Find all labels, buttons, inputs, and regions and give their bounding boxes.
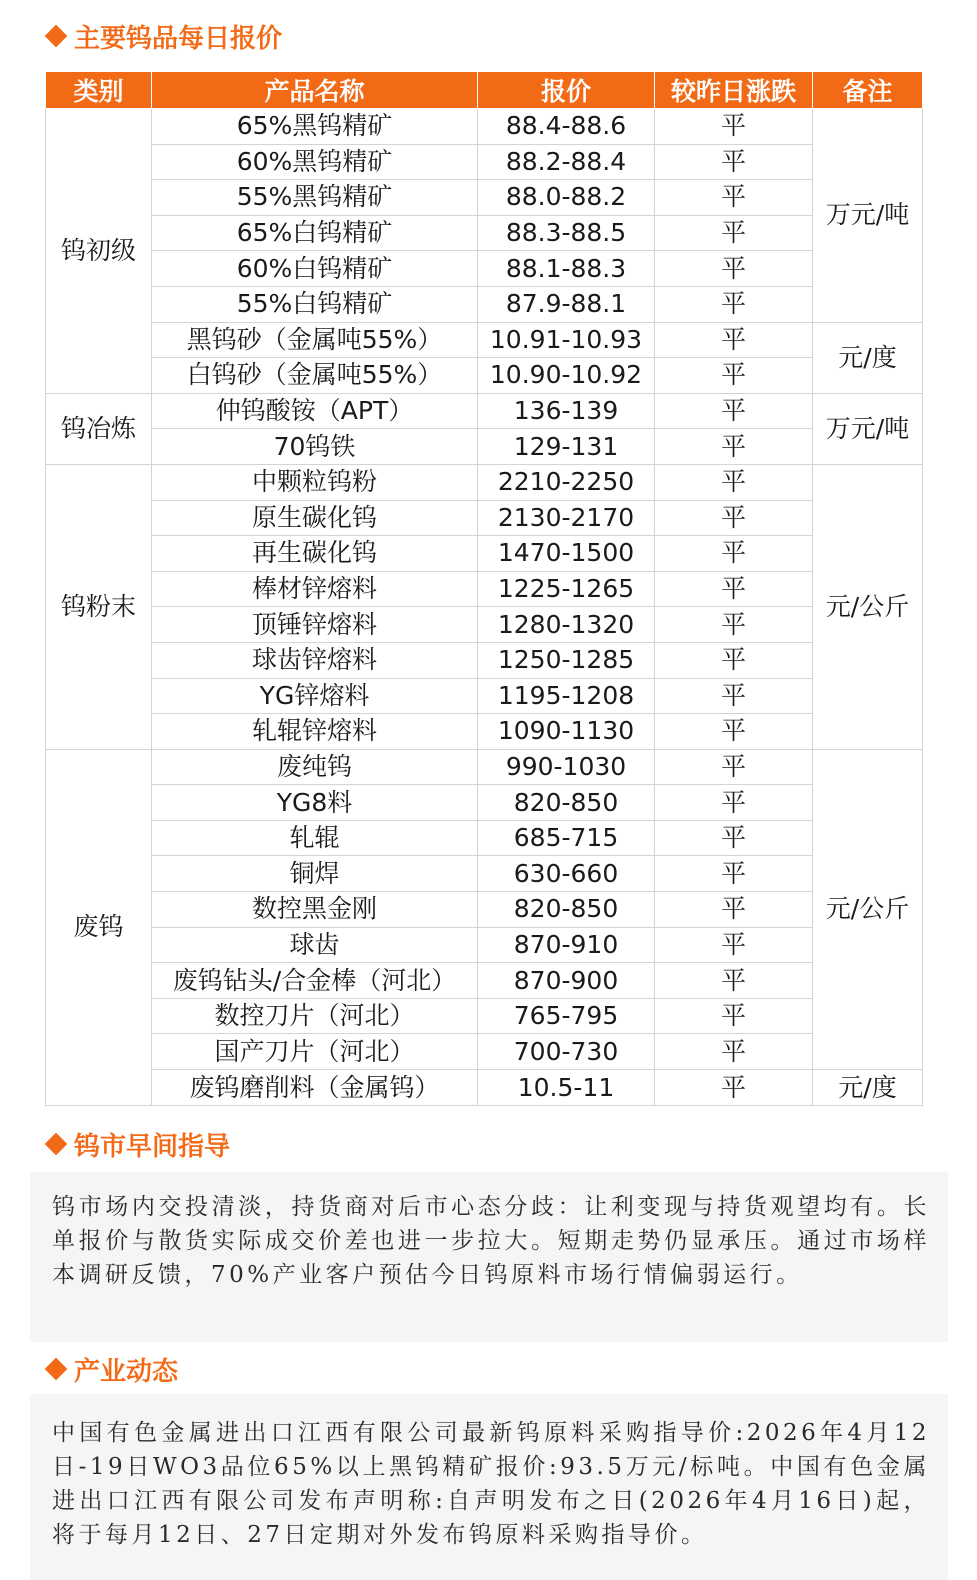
change-cell: 平 bbox=[655, 856, 813, 892]
table-row bbox=[46, 1070, 923, 1106]
industry-panel bbox=[30, 1394, 948, 1580]
note-cell: 万元/吨 bbox=[813, 393, 923, 464]
product-cell: 60%白钨精矿 bbox=[152, 251, 478, 287]
change-cell: 平 bbox=[655, 785, 813, 821]
table-row bbox=[46, 358, 923, 394]
change-cell: 平 bbox=[655, 536, 813, 572]
product-cell: 球齿 bbox=[152, 927, 478, 963]
price-cell: 87.9-88.1 bbox=[478, 286, 655, 322]
product-cell: 再生碳化钨 bbox=[152, 536, 478, 572]
change-cell: 平 bbox=[655, 144, 813, 180]
header-product: 产品名称 bbox=[152, 72, 478, 109]
price-cell: 2210-2250 bbox=[478, 464, 655, 500]
note-cell: 元/公斤 bbox=[813, 749, 923, 1069]
product-cell: 废纯钨 bbox=[152, 749, 478, 785]
table-row bbox=[46, 607, 923, 643]
section-title-prices bbox=[44, 16, 282, 56]
change-cell: 平 bbox=[655, 998, 813, 1034]
note-cell: 元/度 bbox=[813, 1070, 923, 1106]
price-cell: 88.1-88.3 bbox=[478, 251, 655, 287]
product-cell: 65%白钨精矿 bbox=[152, 215, 478, 251]
product-cell: 铜焊 bbox=[152, 856, 478, 892]
table-row bbox=[46, 856, 923, 892]
price-cell: 1090-1130 bbox=[478, 714, 655, 750]
change-cell: 平 bbox=[655, 1070, 813, 1106]
price-cell: 820-850 bbox=[478, 785, 655, 821]
guidance-panel bbox=[30, 1172, 948, 1342]
product-cell: 棒材锌熔料 bbox=[152, 571, 478, 607]
product-cell: 60%黑钨精矿 bbox=[152, 144, 478, 180]
section-title-guidance bbox=[44, 1124, 230, 1164]
table-row bbox=[46, 571, 923, 607]
change-cell: 平 bbox=[655, 642, 813, 678]
table-row bbox=[46, 642, 923, 678]
industry-text: 中国有色金属进出口江西有限公司最新钨原料采购指导价:2026年4月12日-19日WO3品位65%以上黑钨精矿报价:93.5万元/标吨。中国有色金属进出口江西有限公司发布声明称:自声明发布之日(2026年4月16日)起，将于每月12日、27日定期对外发布钨原料采购指导价。 bbox=[52, 1420, 930, 1548]
table-row bbox=[46, 714, 923, 750]
section-title-text: 产业动态 bbox=[74, 1356, 179, 1387]
note-cell: 元/度 bbox=[813, 322, 923, 393]
table-row bbox=[46, 820, 923, 856]
table-row bbox=[46, 927, 923, 963]
change-cell: 平 bbox=[655, 464, 813, 500]
table-row bbox=[46, 180, 923, 216]
change-cell: 平 bbox=[655, 714, 813, 750]
change-cell: 平 bbox=[655, 322, 813, 358]
price-cell: 10.90-10.92 bbox=[478, 358, 655, 394]
price-cell: 870-910 bbox=[478, 927, 655, 963]
header-price: 报价 bbox=[478, 72, 655, 109]
change-cell: 平 bbox=[655, 678, 813, 714]
change-cell: 平 bbox=[655, 963, 813, 999]
price-cell: 129-131 bbox=[478, 429, 655, 465]
product-cell: 70钨铁 bbox=[152, 429, 478, 465]
table-row bbox=[46, 500, 923, 536]
change-cell: 平 bbox=[655, 607, 813, 643]
change-cell: 平 bbox=[655, 571, 813, 607]
section-title-industry bbox=[44, 1349, 178, 1389]
diamond-bullet-icon bbox=[45, 25, 68, 48]
table-row bbox=[46, 429, 923, 465]
note-cell: 元/公斤 bbox=[813, 464, 923, 749]
change-cell: 平 bbox=[655, 500, 813, 536]
price-cell: 990-1030 bbox=[478, 749, 655, 785]
change-cell: 平 bbox=[655, 749, 813, 785]
table-row bbox=[46, 892, 923, 928]
price-cell: 1250-1285 bbox=[478, 642, 655, 678]
product-cell: YG8料 bbox=[152, 785, 478, 821]
change-cell: 平 bbox=[655, 1034, 813, 1070]
table-row bbox=[46, 785, 923, 821]
product-cell: 55%白钨精矿 bbox=[152, 286, 478, 322]
table-row bbox=[46, 464, 923, 500]
price-cell: 1225-1265 bbox=[478, 571, 655, 607]
price-cell: 820-850 bbox=[478, 892, 655, 928]
product-cell: 顶锤锌熔料 bbox=[152, 607, 478, 643]
category-cell: 钨冶炼 bbox=[46, 393, 152, 464]
table-row bbox=[46, 215, 923, 251]
price-cell: 1280-1320 bbox=[478, 607, 655, 643]
table-row bbox=[46, 1034, 923, 1070]
product-cell: 废钨磨削料（金属钨） bbox=[152, 1070, 478, 1106]
change-cell: 平 bbox=[655, 393, 813, 429]
table-row bbox=[46, 998, 923, 1034]
section-title-text: 钨市早间指导 bbox=[74, 1131, 231, 1162]
note-cell: 万元/吨 bbox=[813, 109, 923, 323]
product-cell: 中颗粒钨粉 bbox=[152, 464, 478, 500]
price-cell: 700-730 bbox=[478, 1034, 655, 1070]
change-cell: 平 bbox=[655, 109, 813, 145]
product-cell: 白钨砂（金属吨55%） bbox=[152, 358, 478, 394]
table-row bbox=[46, 393, 923, 429]
change-cell: 平 bbox=[655, 180, 813, 216]
price-cell: 88.0-88.2 bbox=[478, 180, 655, 216]
price-cell: 685-715 bbox=[478, 820, 655, 856]
price-cell: 136-139 bbox=[478, 393, 655, 429]
product-cell: 球齿锌熔料 bbox=[152, 642, 478, 678]
table-row bbox=[46, 144, 923, 180]
price-cell: 2130-2170 bbox=[478, 500, 655, 536]
price-cell: 765-795 bbox=[478, 998, 655, 1034]
product-cell: 数控刀片（河北） bbox=[152, 998, 478, 1034]
table-header-row bbox=[46, 72, 923, 109]
product-cell: 65%黑钨精矿 bbox=[152, 109, 478, 145]
change-cell: 平 bbox=[655, 251, 813, 287]
table-row bbox=[46, 536, 923, 572]
table-row bbox=[46, 109, 923, 145]
product-cell: 国产刀片（河北） bbox=[152, 1034, 478, 1070]
category-cell: 废钨 bbox=[46, 749, 152, 1105]
change-cell: 平 bbox=[655, 927, 813, 963]
category-cell: 钨粉末 bbox=[46, 464, 152, 749]
product-cell: 55%黑钨精矿 bbox=[152, 180, 478, 216]
diamond-bullet-icon bbox=[45, 1133, 68, 1156]
table-row bbox=[46, 251, 923, 287]
price-cell: 1195-1208 bbox=[478, 678, 655, 714]
price-cell: 1470-1500 bbox=[478, 536, 655, 572]
product-cell: YG锌熔料 bbox=[152, 678, 478, 714]
header-note: 备注 bbox=[813, 72, 923, 109]
product-cell: 原生碳化钨 bbox=[152, 500, 478, 536]
product-cell: 仲钨酸铵（APT） bbox=[152, 393, 478, 429]
product-cell: 黑钨砂（金属吨55%） bbox=[152, 322, 478, 358]
guidance-text: 钨市场内交投清淡，持货商对后市心态分歧：让利变现与持货观望均有。长单报价与散货实际成交价差也进一步拉大。短期走势仍显承压。通过市场样本调研反馈，70%产业客户预估今日钨原料市场行情偏弱运行。 bbox=[52, 1194, 930, 1288]
price-cell: 10.5-11 bbox=[478, 1070, 655, 1106]
price-cell: 88.2-88.4 bbox=[478, 144, 655, 180]
table-row bbox=[46, 749, 923, 785]
change-cell: 平 bbox=[655, 358, 813, 394]
product-cell: 轧辊锌熔料 bbox=[152, 714, 478, 750]
change-cell: 平 bbox=[655, 286, 813, 322]
product-cell: 废钨钻头/合金棒（河北） bbox=[152, 963, 478, 999]
change-cell: 平 bbox=[655, 215, 813, 251]
diamond-bullet-icon bbox=[45, 1358, 68, 1381]
table-row bbox=[46, 678, 923, 714]
price-cell: 870-900 bbox=[478, 963, 655, 999]
table-row bbox=[46, 963, 923, 999]
change-cell: 平 bbox=[655, 892, 813, 928]
price-table bbox=[45, 71, 923, 1106]
price-cell: 88.3-88.5 bbox=[478, 215, 655, 251]
change-cell: 平 bbox=[655, 429, 813, 465]
table-row bbox=[46, 322, 923, 358]
price-cell: 630-660 bbox=[478, 856, 655, 892]
product-cell: 数控黑金刚 bbox=[152, 892, 478, 928]
price-cell: 88.4-88.6 bbox=[478, 109, 655, 145]
table-row bbox=[46, 286, 923, 322]
change-cell: 平 bbox=[655, 820, 813, 856]
section-title-text: 主要钨品每日报价 bbox=[74, 23, 283, 54]
header-category: 类别 bbox=[46, 72, 152, 109]
header-change: 较昨日涨跌 bbox=[655, 72, 813, 109]
product-cell: 轧辊 bbox=[152, 820, 478, 856]
category-cell: 钨初级 bbox=[46, 109, 152, 394]
price-cell: 10.91-10.93 bbox=[478, 322, 655, 358]
